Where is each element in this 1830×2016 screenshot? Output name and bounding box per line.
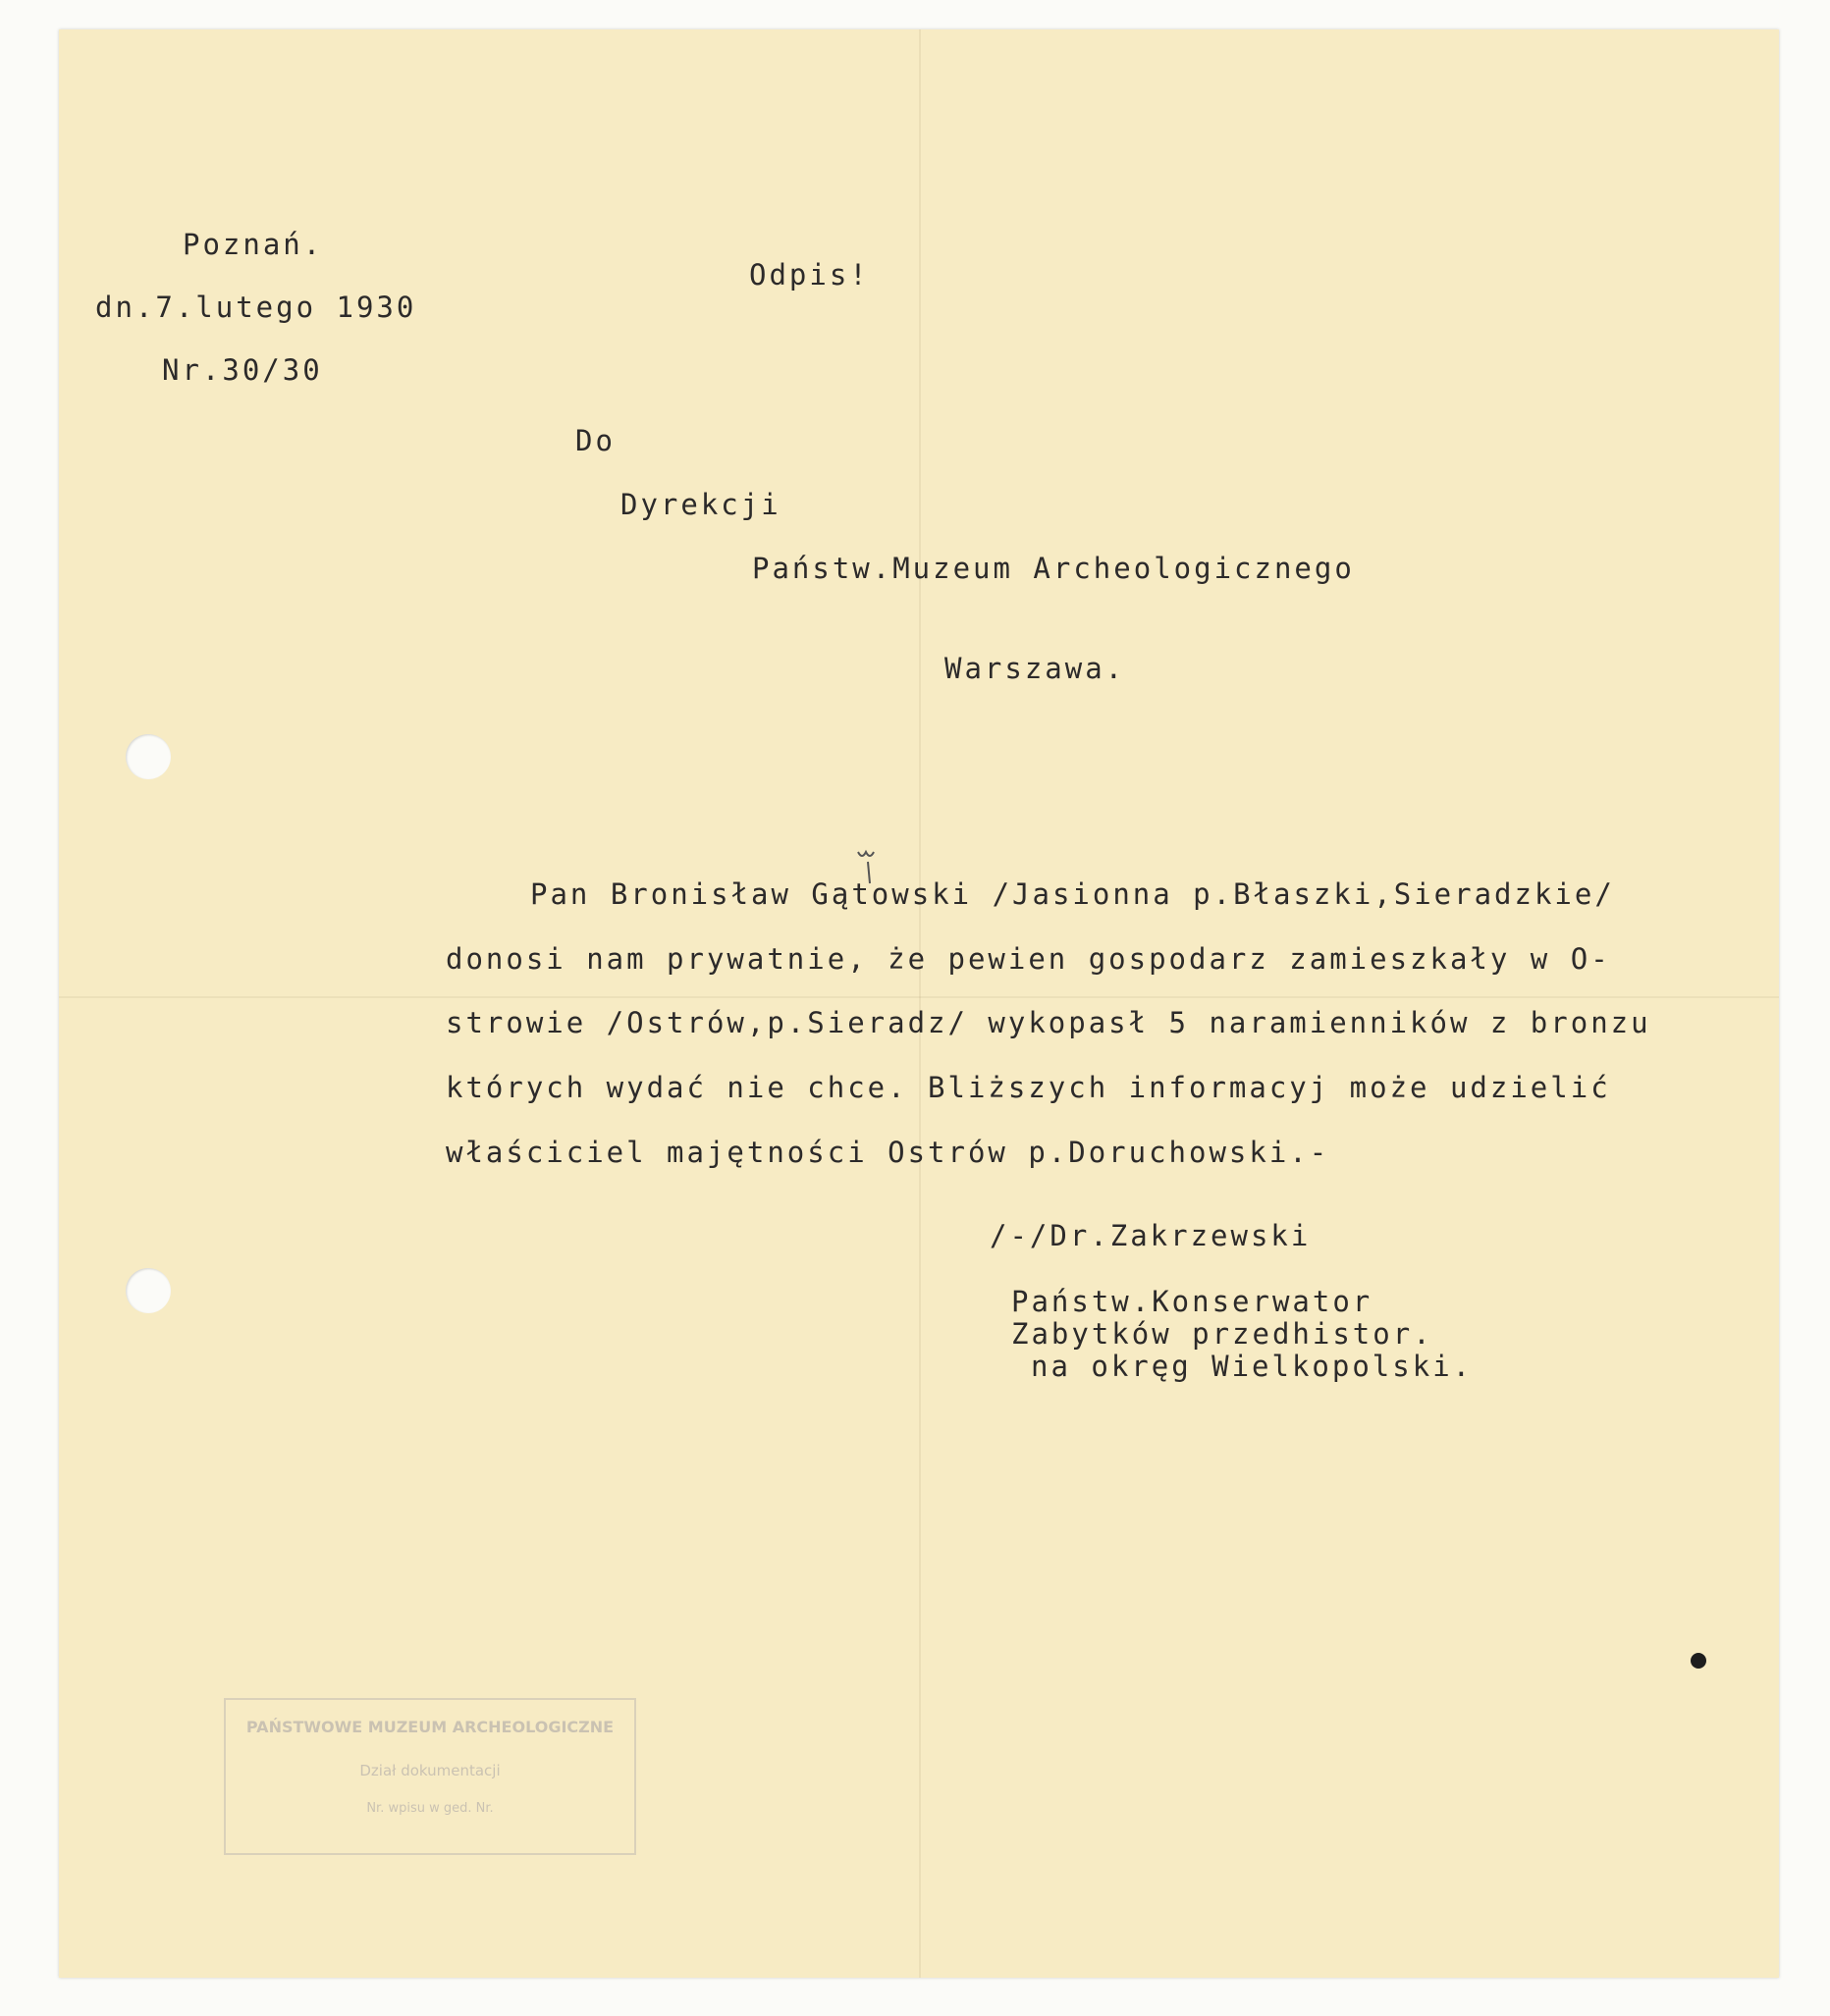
punch-hole-top xyxy=(126,734,171,779)
address-city: Warszawa. xyxy=(944,652,1126,685)
letter-sheet xyxy=(59,29,1779,1978)
copy-mark: Odpis! xyxy=(749,258,870,292)
signature-title-1: Państw.Konserwator xyxy=(1011,1285,1373,1318)
stamp-line-1: PAŃSTWOWE MUZEUM ARCHEOLOGICZNE xyxy=(245,1718,615,1736)
body-line-4: których wydać nie chce. Bliższych informacyj może udzielić xyxy=(446,1071,1611,1104)
address-to: Do xyxy=(575,424,616,457)
place-text: Poznań. xyxy=(183,228,324,261)
ink-dot xyxy=(1691,1653,1706,1669)
date-text: dn.7.lutego 1930 xyxy=(95,291,417,324)
body-line-3: strowie /Ostrów,p.Sieradz/ wykopasł 5 naramienników z bronzu xyxy=(446,1006,1651,1039)
reference-number: Nr.30/30 xyxy=(162,353,323,387)
signature-title-2: Zabytków przedhistor. xyxy=(1011,1317,1433,1351)
horizontal-fold-line xyxy=(59,996,1779,998)
signature-name: /-/Dr.Zakrzewski xyxy=(990,1219,1312,1252)
body-line-1: Pan Bronisław Gątowski /Jasionna p.Błaszki,Sieradzkie/ xyxy=(530,877,1615,911)
punch-hole-bottom xyxy=(126,1268,171,1313)
signature-title-3: na okręg Wielkopolski. xyxy=(1031,1350,1474,1383)
stamp-line-3: Nr. wpisu w ged. Nr. xyxy=(366,1801,494,1816)
address-line-1: Dyrekcji xyxy=(620,488,781,521)
archive-stamp xyxy=(224,1698,636,1855)
stamp-line-2: Dział dokumentacji xyxy=(359,1762,501,1779)
address-line-2: Państw.Muzeum Archeologicznego xyxy=(752,552,1355,585)
body-line-5: właściciel majętności Ostrów p.Doruchowski.- xyxy=(446,1136,1330,1169)
vertical-fold-line xyxy=(919,29,921,1978)
body-line-2: donosi nam prywatnie, że pewien gospodarz zamieszkały w O- xyxy=(446,942,1611,976)
